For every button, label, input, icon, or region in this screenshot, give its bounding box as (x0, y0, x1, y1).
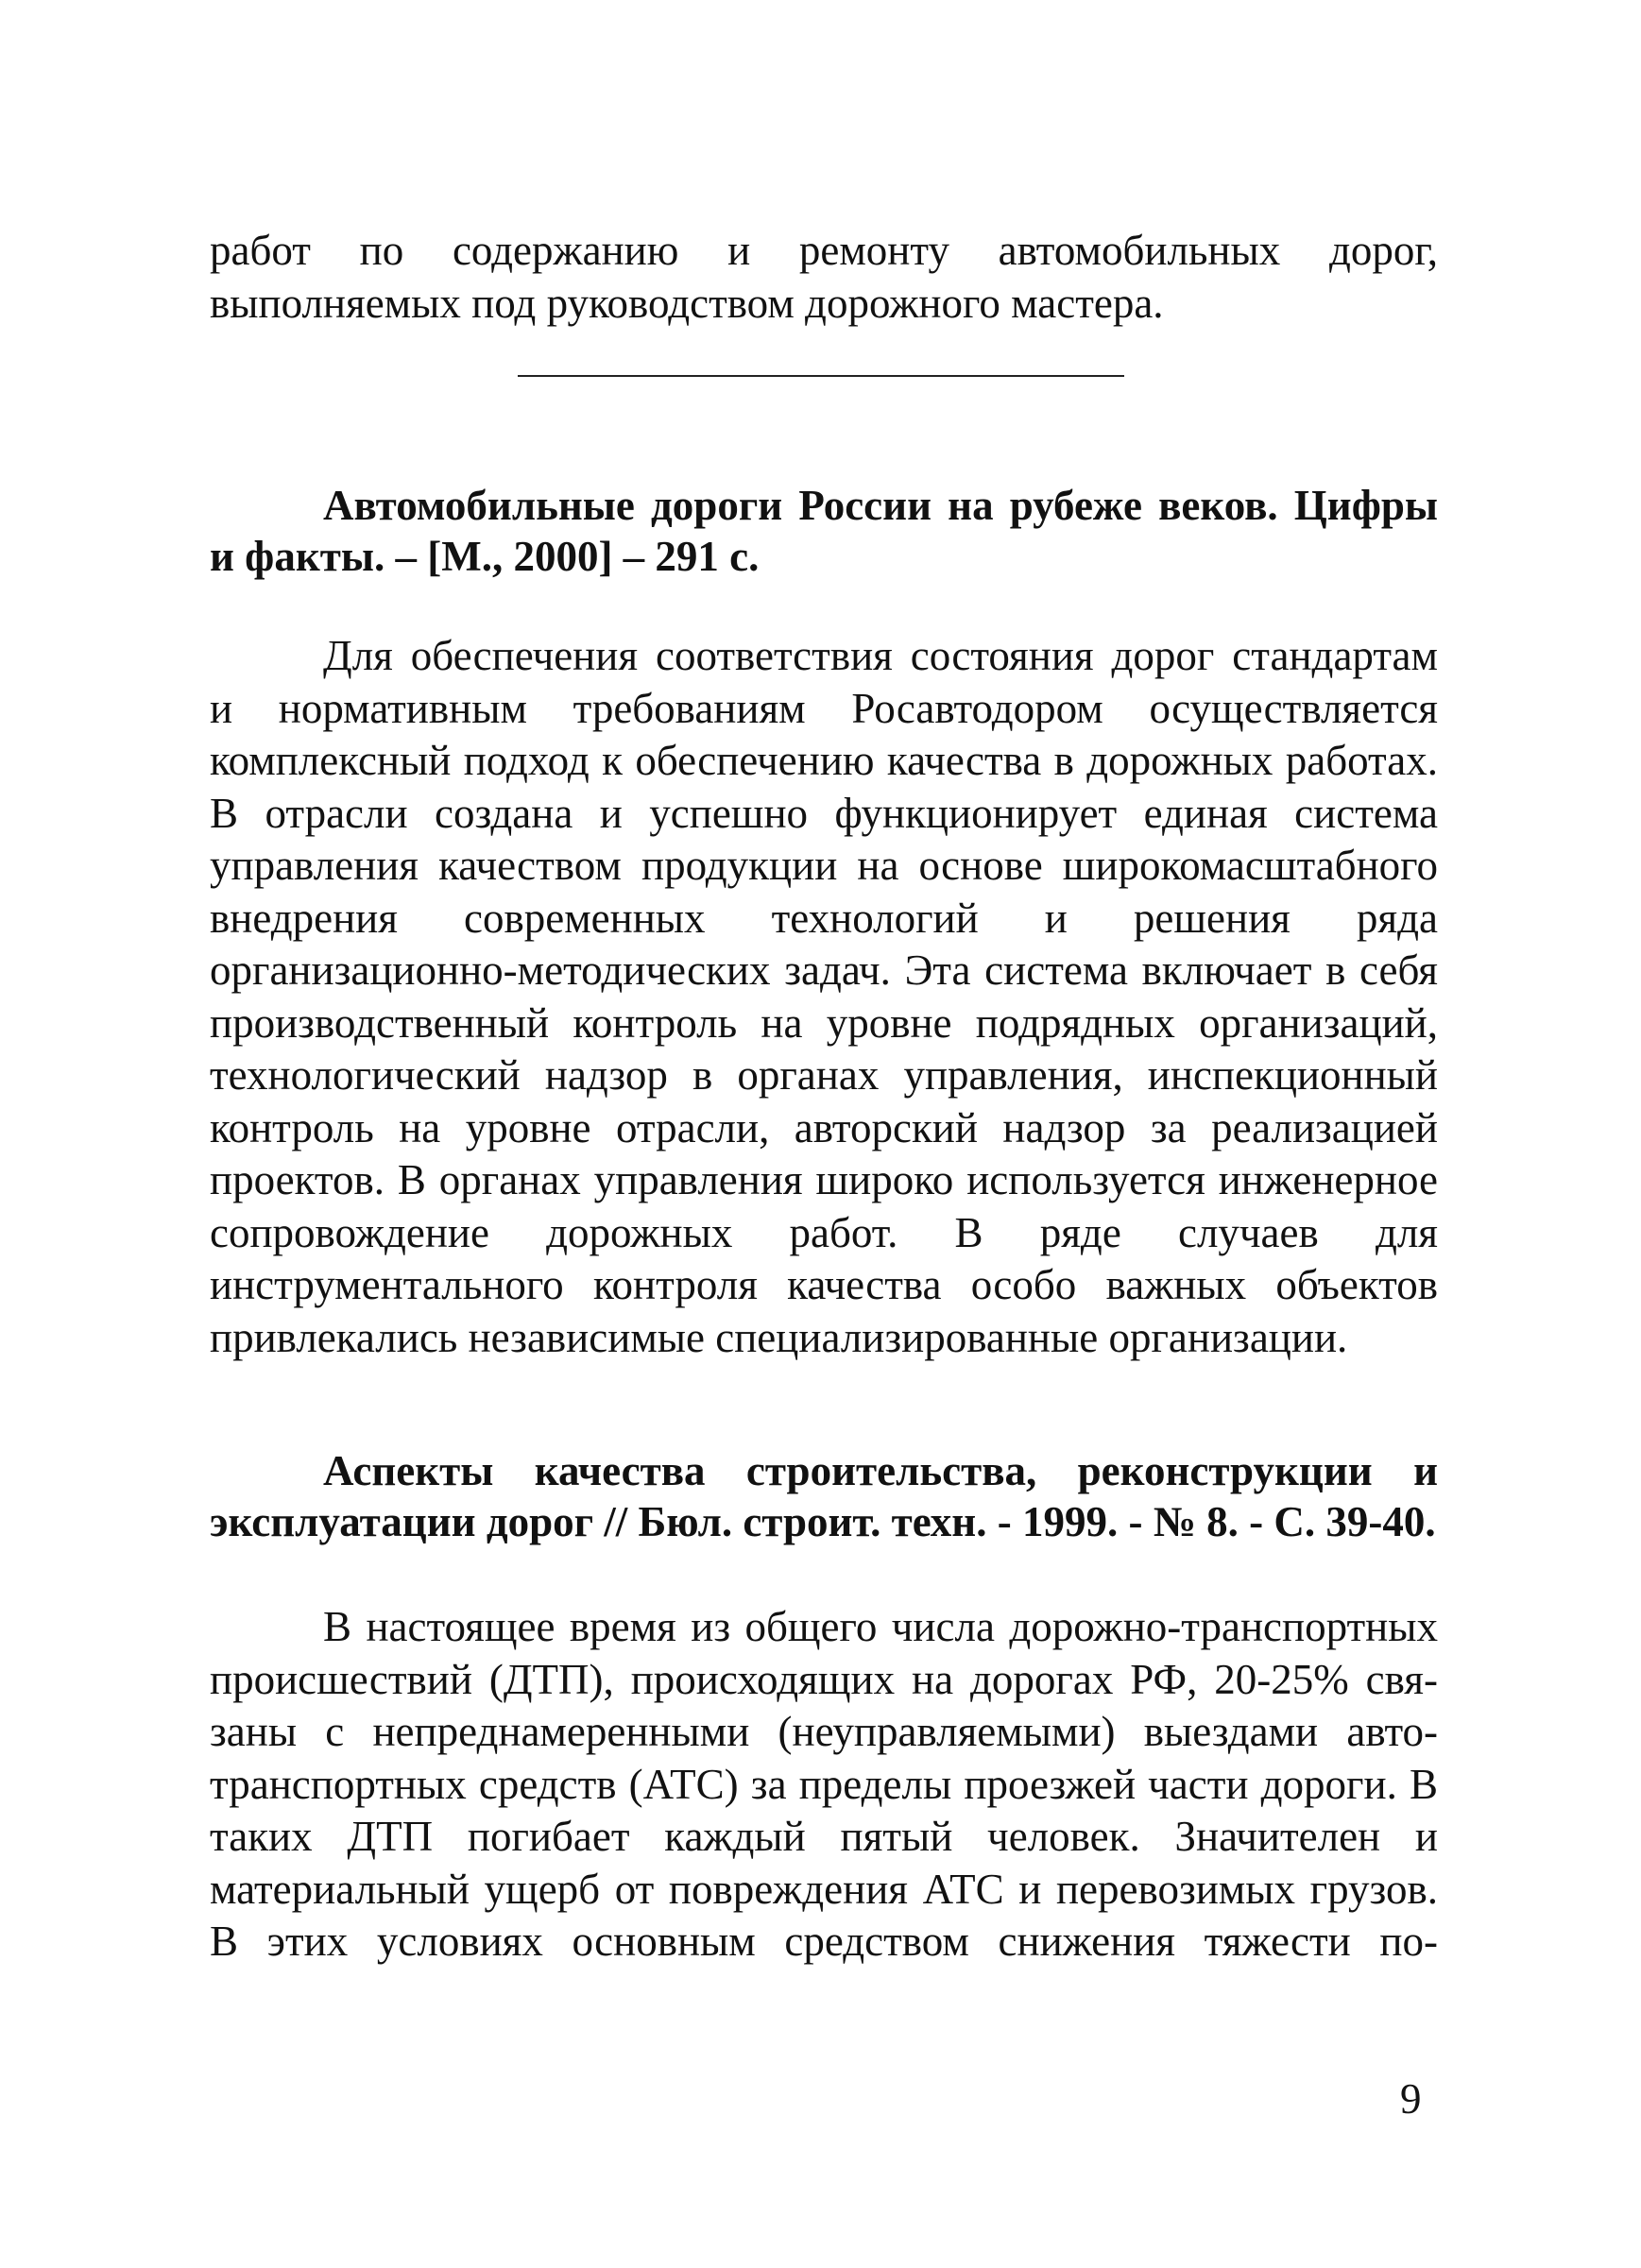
body-line: внедрения современных технологий и решения ряда (210, 894, 1438, 942)
body-line: сопровождение дорожных работ. В ряде случаев для (210, 1208, 1438, 1256)
body-line: заны с непреднамеренными (неуправляемыми) выездами авто- (210, 1708, 1438, 1755)
body-line: организационно-методических задач. Эта система включает в себя (210, 946, 1438, 994)
entry-2-body (210, 1601, 1438, 1969)
page-number: 9 (1400, 2075, 1422, 2123)
intro-paragraph (210, 225, 1438, 330)
entry-1-body (210, 630, 1438, 1364)
body-line: и нормативным требованиям Росавтодором осуществляется (210, 684, 1438, 732)
body-line: комплексный подход к обеспечению качества в дорожных работах. (210, 737, 1438, 784)
body-line: В отрасли создана и успешно функционирует единая система (210, 789, 1438, 837)
body-line: В этих условиях основным средством снижения тяжести по- (210, 1918, 1438, 1965)
body-line: происшествий (ДТП), происходящих на дорогах РФ, 20-25% свя- (210, 1655, 1438, 1703)
body-line: материальный ущерб от повреждения АТС и перевозимых грузов. (210, 1865, 1438, 1913)
body-line: таких ДТП погибает каждый пятый человек. Значителен и (210, 1813, 1438, 1860)
intro-line: выполняемых под руководством дорожного мастера. (210, 279, 1164, 327)
body-line: инструментального контроля качества особо важных объектов (210, 1261, 1438, 1308)
body-line: технологический надзор в органах управления, инспекционный (210, 1051, 1438, 1099)
heading-line: Автомобильные дороги России на рубеже веков. Цифры (323, 482, 1438, 529)
body-line: управления качеством продукции на основе широкомасштабного (210, 842, 1438, 889)
heading-line: Аспекты качества строительства, реконструкции и (323, 1447, 1438, 1494)
body-line: привлекались независимые специализированные организации. (210, 1313, 1348, 1361)
intro-line: работ по содержанию и ремонту автомобильных дорог, (210, 227, 1438, 274)
heading-line: и факты. – [М., 2000] – 291 с. (210, 533, 760, 580)
body-line: В настоящее время из общего числа дорожно-транспортных (323, 1603, 1438, 1650)
body-line: проектов. В органах управления широко используется инженерное (210, 1156, 1438, 1203)
entry-2-heading (210, 1445, 1438, 1547)
section-divider (518, 375, 1124, 377)
heading-line: эксплуатации дорог // Бюл. строит. техн. - 1999. - № 8. - С. 39-40. (210, 1498, 1436, 1545)
body-line: транспортных средств (АТС) за пределы проезжей части дороги. В (210, 1760, 1438, 1808)
body-line: контроль на уровне отрасли, авторский надзор за реализацией (210, 1103, 1438, 1151)
body-line: Для обеспечения соответствия состояния дорог стандартам (323, 632, 1438, 679)
body-line: производственный контроль на уровне подрядных организаций, (210, 998, 1438, 1047)
entry-1-heading (210, 480, 1438, 582)
